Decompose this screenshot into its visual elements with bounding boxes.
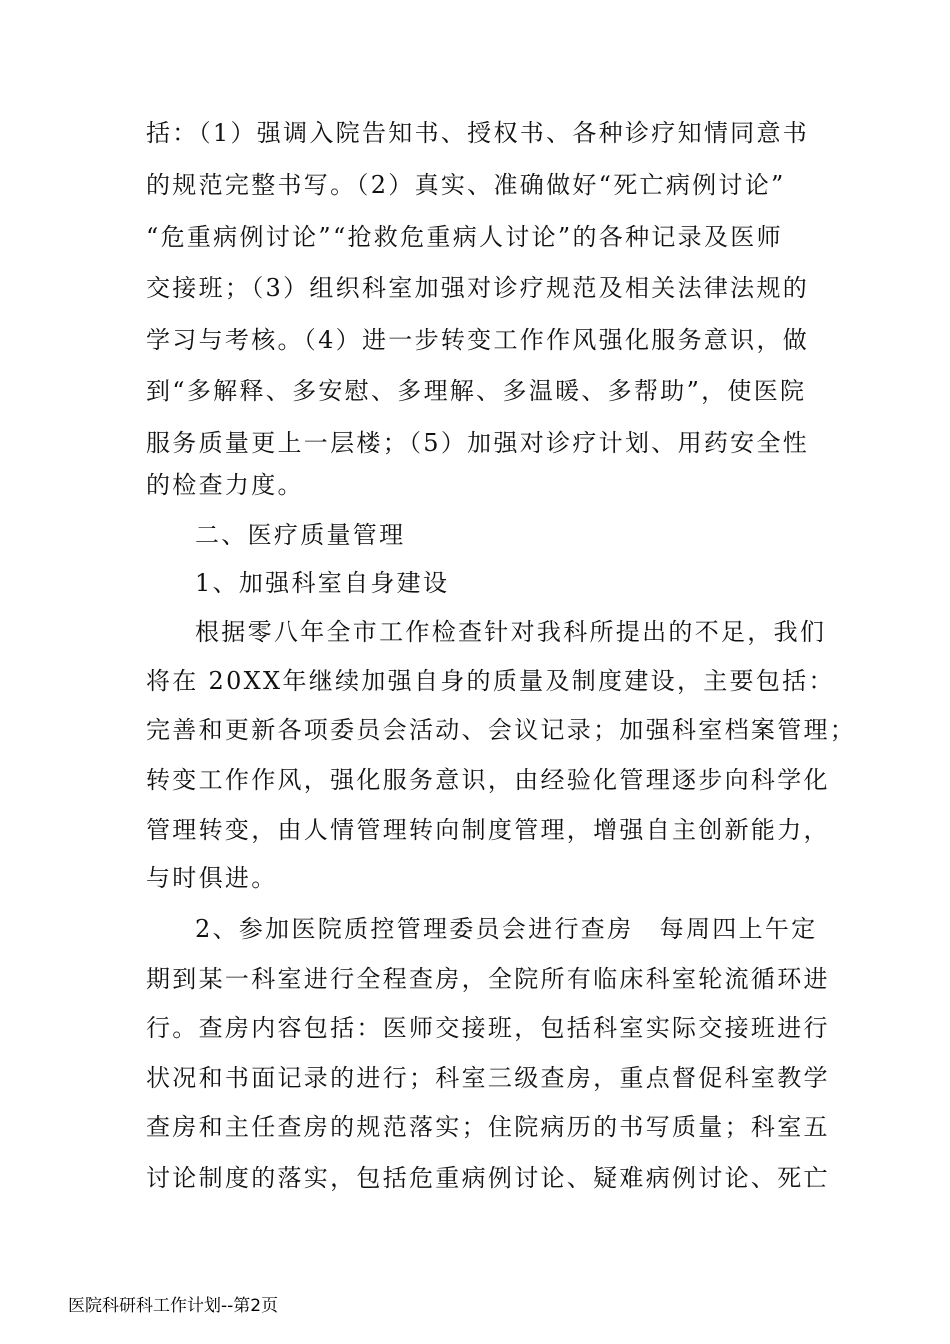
text-line: 期到某一科室进行全程查房，全院所有临床科室轮流循环进	[146, 965, 830, 993]
text-line: 的规范完整书写。（2）真实、准确做好“死亡病例讨论”	[146, 171, 786, 199]
text-line: 行。查房内容包括：医师交接班，包括科室实际交接班进行	[146, 1014, 830, 1042]
text-line: 的检查力度。	[146, 471, 304, 499]
section-heading: 二、医疗质量管理	[195, 521, 406, 549]
text-line: 完善和更新各项委员会活动、会议记录；加强科室档案管理；	[146, 716, 857, 744]
text-line: 转变工作作风，强化服务意识，由经验化管理逐步向科学化	[146, 766, 830, 794]
text-line: “危重病例讨论”“抢救危重病人讨论”的各种记录及医师	[146, 223, 783, 251]
page-footer: 医院科研科工作计划--第2页	[68, 1296, 279, 1316]
text-line: 状况和书面记录的进行；科室三级查房，重点督促科室教学	[146, 1064, 830, 1092]
text-line: 管理转变，由人情管理转向制度管理，增强自主创新能力，	[146, 816, 830, 844]
text-line: 服务质量更上一层楼；（5）加强对诊疗计划、用药安全性	[146, 429, 810, 457]
text-line: 2、参加医院质控管理委员会进行查房 每周四上午定	[195, 915, 818, 943]
text-line: 括：（1）强调入院告知书、授权书、各种诊疗知情同意书	[146, 119, 810, 147]
text-line: 到“多解释、多安慰、多理解、多温暖、多帮助”，使医院	[146, 377, 807, 405]
text-line: 将在 20XX年继续加强自身的质量及制度建设，主要包括：	[146, 667, 835, 695]
text-line: 与时俱进。	[146, 864, 278, 892]
subsection-heading: 1、加强科室自身建设	[195, 569, 450, 597]
text-line: 根据零八年全市工作检查针对我科所提出的不足，我们	[195, 618, 827, 646]
text-line: 查房和主任查房的规范落实；住院病历的书写质量；科室五	[146, 1113, 830, 1141]
text-line: 学习与考核。（4）进一步转变工作作风强化服务意识，做	[146, 326, 810, 354]
text-line: 交接班；（3）组织科室加强对诊疗规范及相关法律法规的	[146, 274, 810, 302]
text-line: 讨论制度的落实，包括危重病例讨论、疑难病例讨论、死亡	[146, 1164, 830, 1192]
